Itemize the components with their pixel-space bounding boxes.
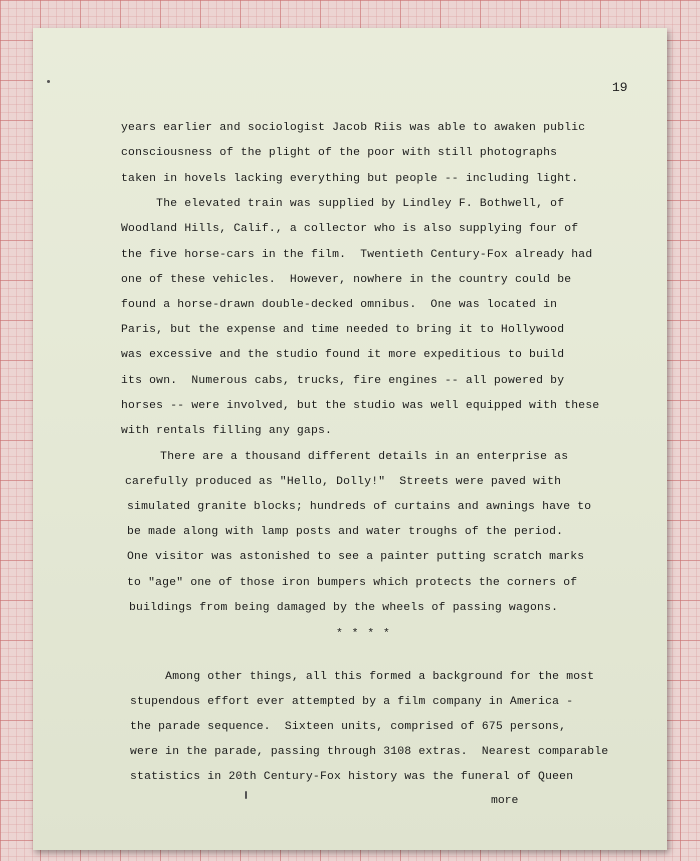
text-line: with rentals filling any gaps. [121, 425, 333, 437]
text-line: carefully produced as "Hello, Dolly!" Streets were paved with [125, 476, 562, 488]
section-separator: * * * * [336, 628, 391, 640]
text-line: The elevated train was supplied by Lindley F. Bothwell, of [121, 198, 565, 210]
text-line: Woodland Hills, Calif., a collector who is also supplying four of [121, 223, 579, 235]
page-number: 19 [612, 80, 628, 95]
text-line: the parade sequence. Sixteen units, comprised of 675 persons, [130, 721, 567, 733]
text-line: One visitor was astonished to see a painter putting scratch marks [127, 551, 585, 563]
text-line: Among other things, all this formed a background for the most [130, 671, 595, 683]
typed-page [33, 28, 667, 850]
text-line: buildings from being damaged by the wheels of passing wagons. [129, 602, 559, 614]
text-line: years earlier and sociologist Jacob Riis was able to awaken public [121, 122, 586, 134]
text-line: was excessive and the studio found it more expeditious to build [121, 349, 565, 361]
text-line: taken in hovels lacking everything but people -- including light. [121, 173, 579, 185]
text-line: Paris, but the expense and time needed to bring it to Hollywood [121, 324, 565, 336]
text-line: statistics in 20th Century-Fox history was the funeral of Queen [130, 771, 574, 783]
text-line: horses -- were involved, but the studio was well equipped with these [121, 400, 600, 412]
text-line: There are a thousand different details in an enterprise as [125, 451, 569, 463]
text-line: were in the parade, passing through 3108 extras. Nearest comparable [130, 746, 609, 758]
paper-speck [47, 80, 50, 83]
text-line: one of these vehicles. However, nowhere in the country could be [121, 274, 572, 286]
text-line: to "age" one of those iron bumpers which protects the corners of [127, 577, 578, 589]
text-line: the five horse-cars in the film. Twentieth Century-Fox already had [121, 249, 593, 261]
text-line: simulated granite blocks; hundreds of curtains and awnings have to [127, 501, 592, 513]
paper-mark [245, 791, 247, 799]
text-line: be made along with lamp posts and water troughs of the period. [127, 526, 564, 538]
text-line: consciousness of the plight of the poor with still photographs [121, 147, 558, 159]
text-line: stupendous effort ever attempted by a film company in America - [130, 696, 574, 708]
text-line: its own. Numerous cabs, trucks, fire engines -- all powered by [121, 375, 565, 387]
continuation-marker: more [491, 795, 519, 807]
text-line: found a horse-drawn double-decked omnibus. One was located in [121, 299, 558, 311]
